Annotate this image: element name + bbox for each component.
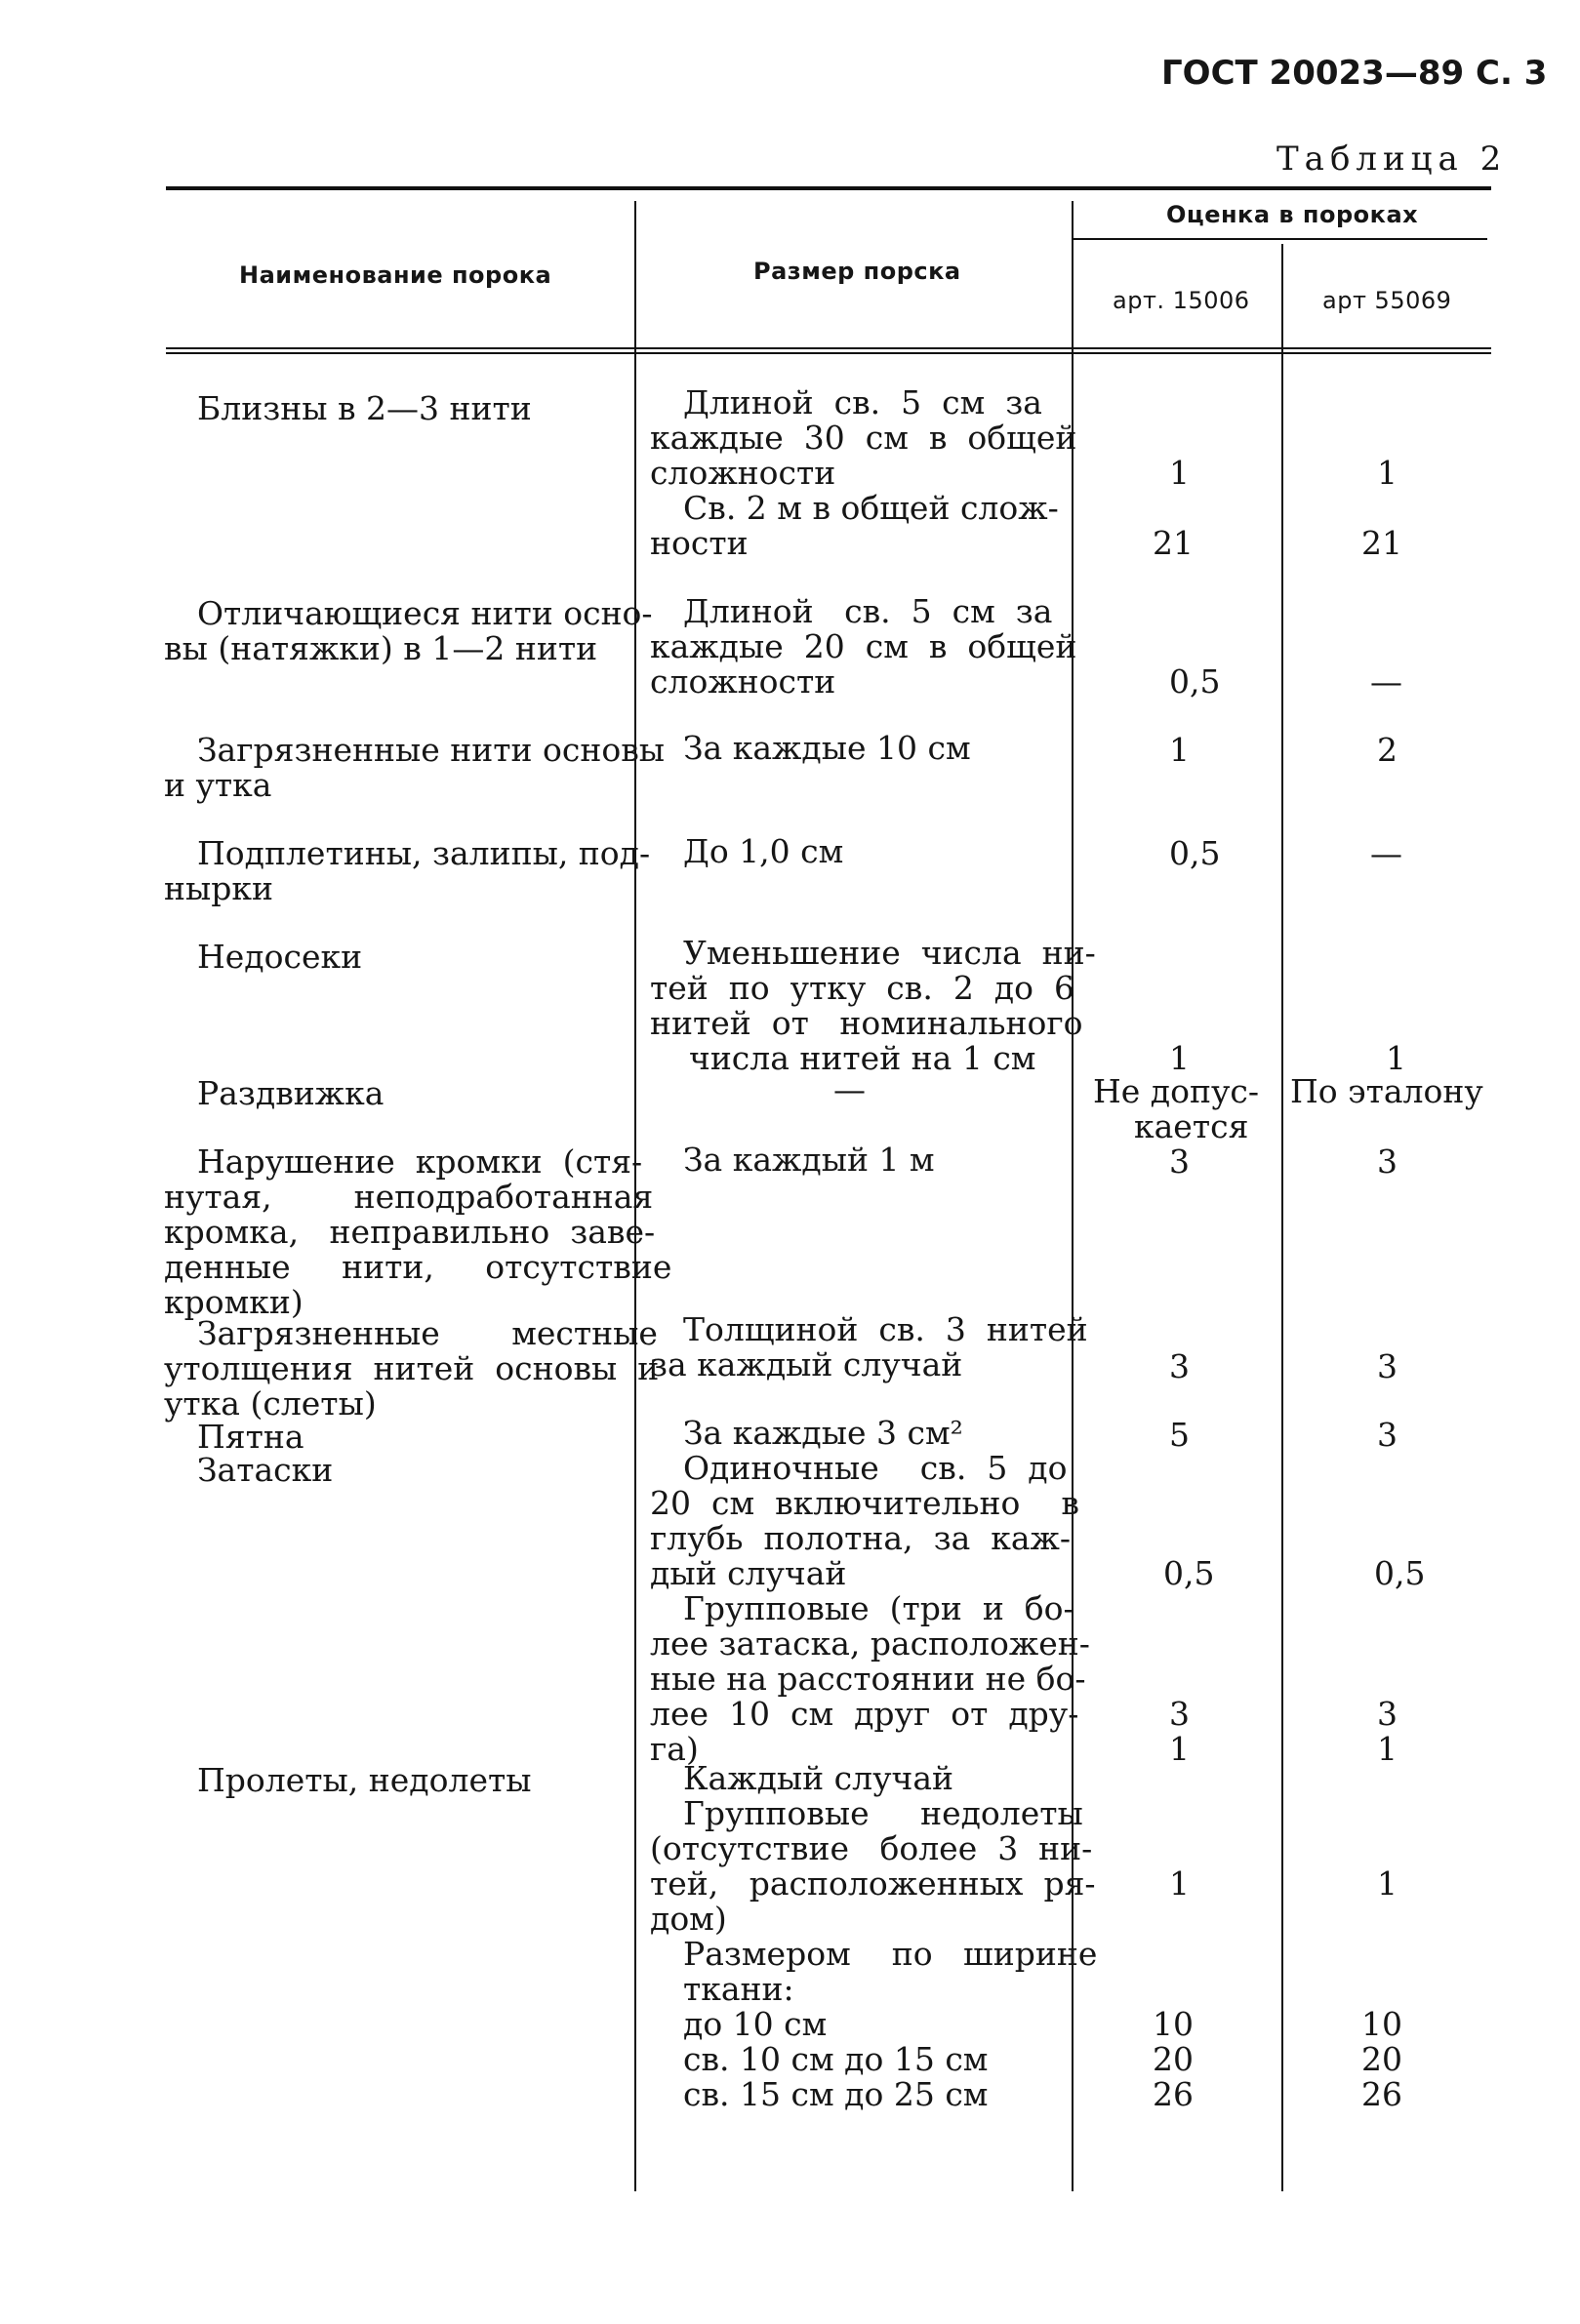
row6-name-0: Раздвижка — [197, 1074, 385, 1112]
row10-size-1: 20 см включительно в — [650, 1484, 1079, 1522]
row11-a2-0: 1 — [1377, 1864, 1398, 1903]
row11-a1-0: 1 — [1169, 1864, 1190, 1903]
row1-size-1: каждые 30 см в общей — [650, 419, 1077, 457]
row7-name-0: Нарушение кромки (стя- — [197, 1142, 643, 1181]
row1-size-2: сложности — [650, 454, 836, 492]
row11-a2-2: 20 — [1361, 2040, 1402, 2078]
row5-size-3: числа нитей на 1 см — [689, 1039, 1036, 1077]
row2-size-1: каждые 20 см в общей — [650, 627, 1077, 665]
row10-size-4: Групповые (три и бо- — [683, 1589, 1074, 1627]
row9-a1-0: 5 — [1169, 1416, 1190, 1454]
row11-size-8: св. 10 см до 15 см — [683, 2040, 989, 2078]
row7-name-4: кромки) — [164, 1283, 304, 1321]
row11-size-2: (отсутствие более 3 ни- — [650, 1829, 1093, 1867]
row2-a2-0: — — [1370, 662, 1402, 701]
row11-size-0: Каждый случай — [683, 1759, 953, 1797]
row1-size-3: Св. 2 м в общей слож- — [683, 489, 1059, 527]
row10-size-8: га) — [650, 1730, 699, 1768]
score-group-rule — [1072, 238, 1487, 240]
row5-size-2: нитей от номинального — [650, 1004, 1083, 1042]
row11-a1-1: 10 — [1153, 2005, 1194, 2043]
header-bottom-rule-2 — [166, 352, 1491, 354]
row3-size-0: За каждые 10 см — [683, 729, 971, 767]
row10-size-7: лее 10 см друг от дру- — [650, 1695, 1079, 1733]
row10-size-5: лее затаска, расположен- — [650, 1624, 1090, 1663]
header-art1: арт. 15006 — [1113, 287, 1250, 314]
row11-size-3: тей, расположенных ря- — [650, 1864, 1096, 1903]
row6-a1-1: кается — [1134, 1107, 1249, 1145]
row7-size-0: За каждый 1 м — [683, 1141, 935, 1179]
row10-a1-2: 1 — [1169, 1730, 1190, 1768]
row6-a1-0: Не допус- — [1093, 1072, 1260, 1110]
table-top-rule — [166, 186, 1491, 190]
row7-a2-0: 3 — [1377, 1142, 1398, 1181]
row8-a1-0: 3 — [1169, 1347, 1190, 1385]
row7-a1-0: 3 — [1169, 1142, 1190, 1181]
row1-name-0: Близны в 2—3 нити — [197, 389, 532, 427]
row6-size-0: — — [833, 1070, 866, 1108]
row6-a2-0: По эталону — [1290, 1072, 1483, 1110]
row11-a1-3: 26 — [1153, 2075, 1194, 2113]
header-bottom-rule — [166, 347, 1491, 349]
row5-a2-0: 1 — [1386, 1039, 1406, 1077]
row11-size-1: Групповые недолеты — [683, 1794, 1083, 1832]
row5-name-0: Недосеки — [197, 938, 363, 976]
row9-a2-0: 3 — [1377, 1416, 1398, 1454]
row3-name-1: и утка — [164, 766, 272, 804]
row7-name-3: денные нити, отсутствие — [164, 1248, 672, 1286]
row1-a1-0: 1 — [1169, 454, 1190, 492]
row11-size-4: дом) — [650, 1900, 727, 1938]
row8-name-2: утка (слеты) — [164, 1384, 377, 1422]
page-header: ГОСТ 20023—89 С. 3 — [1161, 54, 1548, 93]
row8-name-0: Загрязненные местные — [197, 1314, 658, 1352]
row10-a1-0: 0,5 — [1163, 1554, 1215, 1592]
row11-size-7: до 10 см — [683, 2005, 828, 2043]
row4-a2-0: — — [1370, 834, 1402, 872]
row10-size-6: ные на расстоянии не бо- — [650, 1660, 1086, 1698]
row1-size-0: Длиной св. 5 см за — [683, 383, 1042, 421]
row7-name-1: нутая, неподработанная — [164, 1178, 654, 1216]
row10-a2-0: 0,5 — [1374, 1554, 1426, 1592]
row11-name-0: Пролеты, недолеты — [197, 1761, 532, 1799]
row4-name-1: нырки — [164, 869, 274, 907]
row5-size-1: тей по утку св. 2 до 6 — [650, 969, 1074, 1007]
row9-size-0: За каждые 3 см² — [683, 1414, 963, 1452]
row11-a2-1: 10 — [1361, 2005, 1402, 2043]
row10-a1-1: 3 — [1169, 1695, 1190, 1733]
row4-a1-0: 0,5 — [1169, 834, 1221, 872]
row2-name-1: вы (натяжки) в 1—2 нити — [164, 629, 598, 667]
header-size: Размер порска — [753, 258, 961, 285]
row3-a2-0: 2 — [1377, 731, 1398, 769]
row10-size-2: глубь полотна, за каж- — [650, 1519, 1072, 1557]
row3-name-0: Загрязненные нити основы — [197, 731, 666, 769]
row3-a1-0: 1 — [1169, 731, 1190, 769]
row11-size-6: ткани: — [683, 1970, 794, 2008]
row1-size-4: ности — [650, 524, 749, 562]
row11-size-9: св. 15 см до 25 см — [683, 2075, 989, 2113]
header-name: Наименование порока — [239, 261, 552, 289]
header-art2: арт 55069 — [1322, 287, 1452, 314]
header-score-group: Оценка в пороках — [1166, 201, 1419, 228]
row4-name-0: Подплетины, залипы, под- — [197, 834, 651, 872]
row7-name-2: кромка, неправильно заве- — [164, 1213, 656, 1251]
row10-name-0: Затаски — [197, 1451, 334, 1489]
row8-size-1: за каждый случай — [650, 1345, 963, 1383]
column-divider-3 — [1281, 244, 1283, 2191]
row1-a1-1: 21 — [1153, 524, 1194, 562]
row11-size-5: Размером по ширине — [683, 1935, 1098, 1973]
row10-size-3: дый случай — [650, 1554, 847, 1592]
row9-name-0: Пятна — [197, 1418, 304, 1456]
row5-a1-0: 1 — [1169, 1039, 1190, 1077]
row2-size-2: сложности — [650, 662, 836, 701]
row1-a2-1: 21 — [1361, 524, 1402, 562]
row5-size-0: Уменьшение числа ни- — [683, 934, 1096, 972]
row1-a2-0: 1 — [1377, 454, 1398, 492]
row2-a1-0: 0,5 — [1169, 662, 1221, 701]
row11-a2-3: 26 — [1361, 2075, 1402, 2113]
row4-size-0: До 1,0 см — [683, 832, 844, 870]
row8-size-0: Толщиной св. 3 нитей — [683, 1310, 1088, 1348]
row10-size-0: Одиночные св. 5 до — [683, 1449, 1068, 1487]
row8-name-1: утолщения нитей основы и — [164, 1349, 660, 1387]
row10-a2-1: 3 — [1377, 1695, 1398, 1733]
row11-a1-2: 20 — [1153, 2040, 1194, 2078]
row10-a2-2: 1 — [1377, 1730, 1398, 1768]
table-title: Таблица 2 — [1276, 140, 1508, 179]
row8-a2-0: 3 — [1377, 1347, 1398, 1385]
row2-name-0: Отличающиеся нити осно- — [197, 594, 653, 632]
row2-size-0: Длиной св. 5 см за — [683, 592, 1053, 630]
